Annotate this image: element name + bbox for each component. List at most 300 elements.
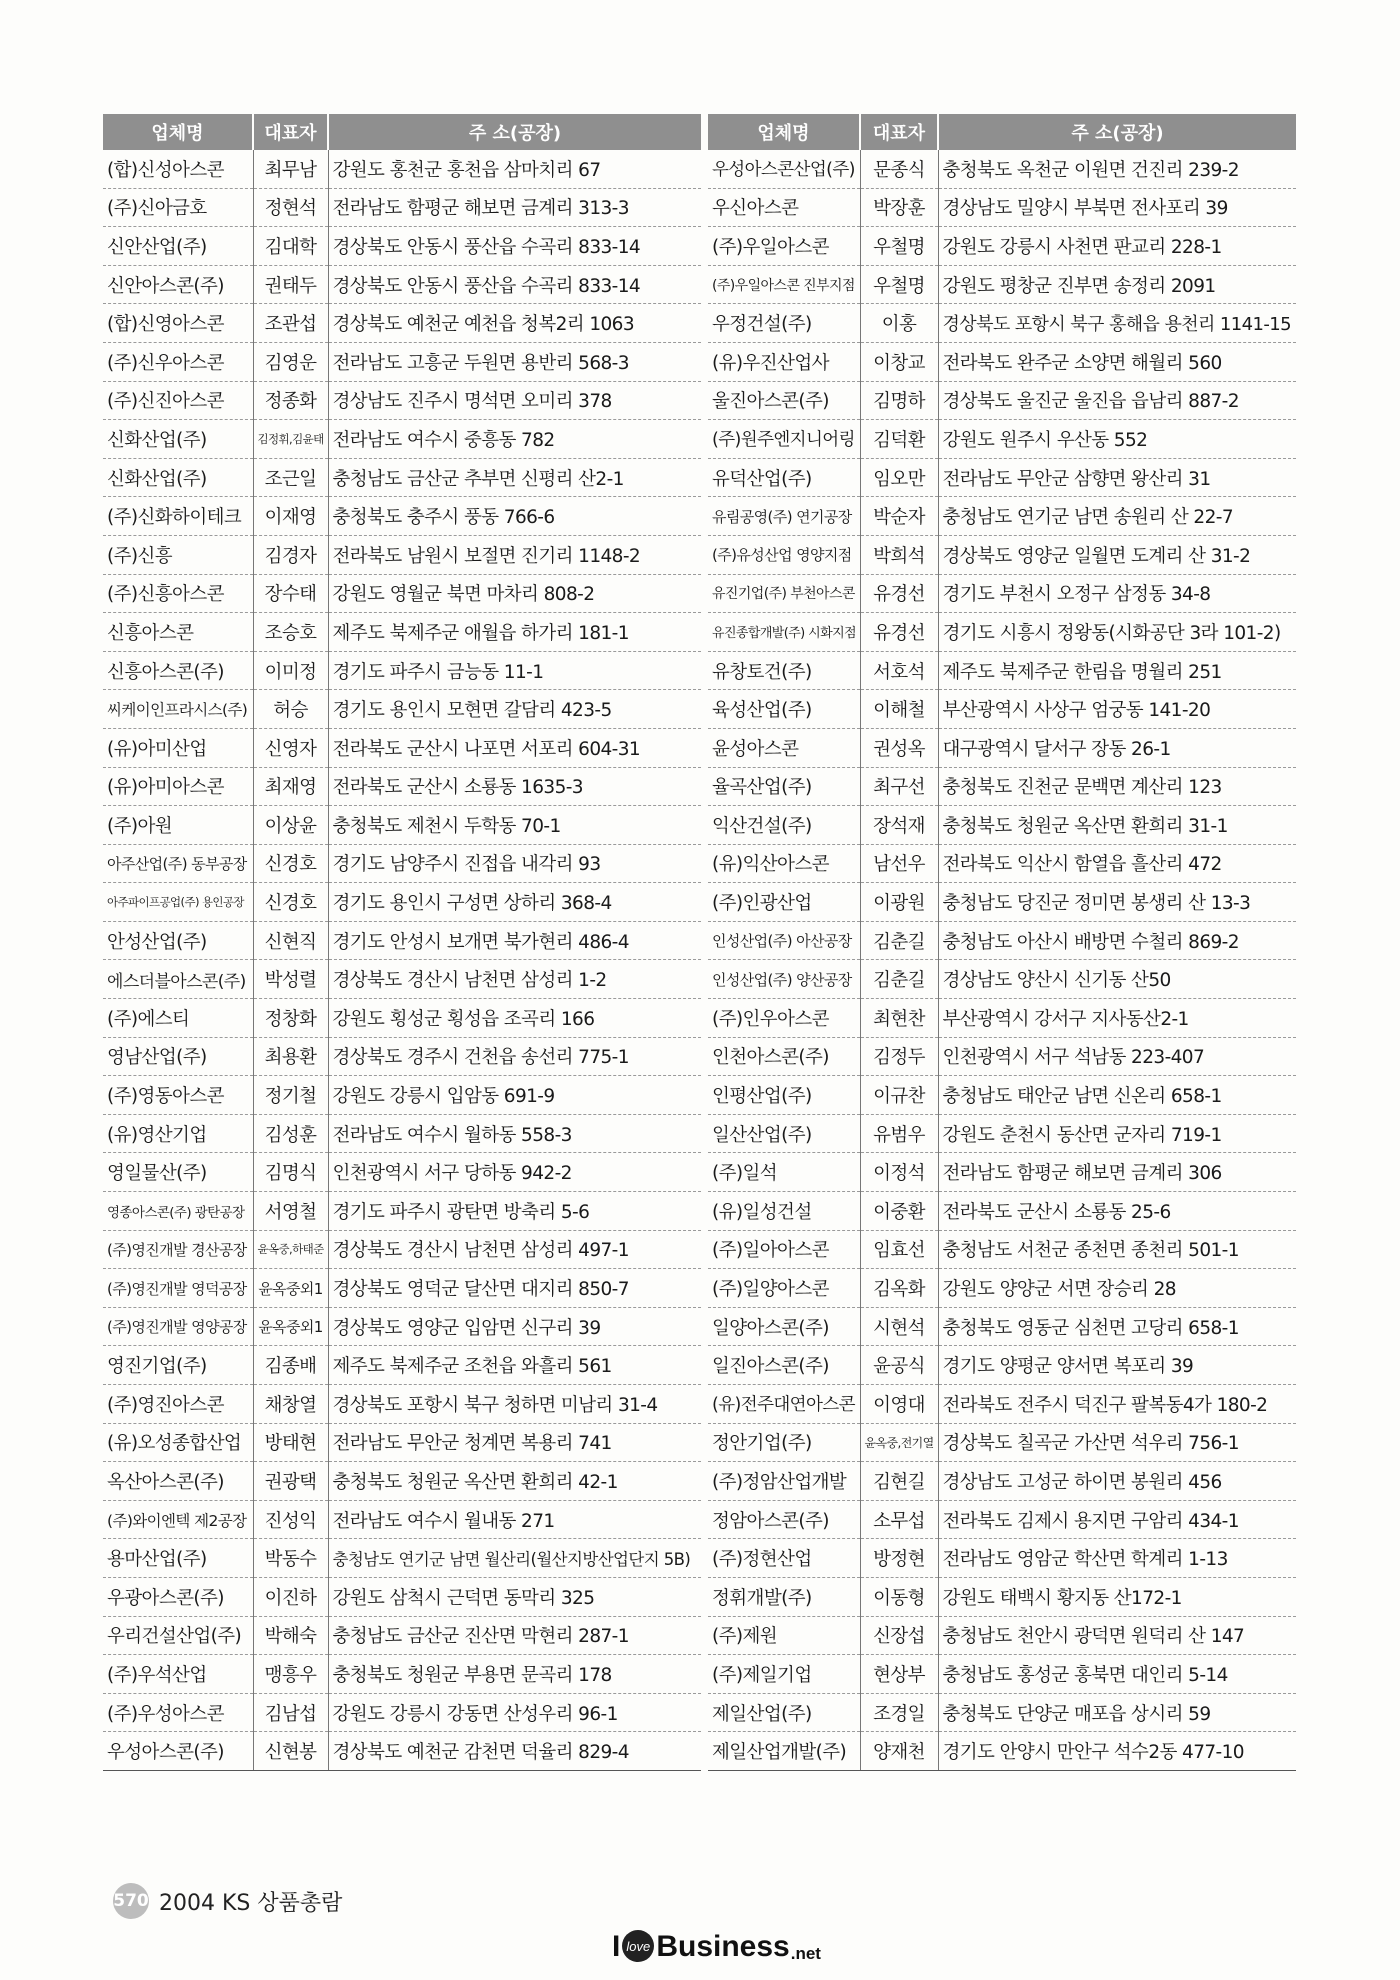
representative: 시현석 xyxy=(860,1307,938,1346)
table-row xyxy=(708,883,1296,922)
representative: 이재영 xyxy=(253,497,328,536)
table-row xyxy=(708,1577,1296,1616)
company-name: (주)정현산업 xyxy=(708,1539,860,1578)
company-name: 인성산업(주) 아산공장 xyxy=(708,921,860,960)
representative: 이동형 xyxy=(860,1577,938,1616)
address: 전라남도 함평군 해보면 금계리 313-3 xyxy=(328,188,701,227)
company-name: (유)우진산업사 xyxy=(708,342,860,381)
table-row xyxy=(708,497,1296,536)
company-name: 우성아스콘산업(주) xyxy=(708,150,860,188)
table-row xyxy=(708,844,1296,883)
table-row xyxy=(103,1616,701,1655)
representative: 권성옥 xyxy=(860,728,938,767)
representative: 조승호 xyxy=(253,613,328,652)
table-row xyxy=(103,1732,701,1771)
company-name: 유덕산업(주) xyxy=(708,458,860,497)
address: 경기도 안양시 만안구 석수2동 477-10 xyxy=(938,1732,1296,1771)
table-row xyxy=(708,1462,1296,1501)
address: 강원도 춘천시 동산면 군자리 719-1 xyxy=(938,1114,1296,1153)
table-row xyxy=(708,1230,1296,1269)
company-name: (주)우성아스콘 xyxy=(103,1693,253,1732)
table-row xyxy=(708,960,1296,999)
address: 경상북도 칠곡군 가산면 석우리 756-1 xyxy=(938,1423,1296,1462)
representative: 정현석 xyxy=(253,188,328,227)
table-row xyxy=(708,458,1296,497)
address: 제주도 북제주군 애월읍 하가리 181-1 xyxy=(328,613,701,652)
address: 경기도 부천시 오정구 삼정동 34-8 xyxy=(938,574,1296,613)
representative: 박희석 xyxy=(860,535,938,574)
table-row xyxy=(708,304,1296,343)
representative: 신현직 xyxy=(253,921,328,960)
representative: 이규찬 xyxy=(860,1076,938,1115)
representative: 권광택 xyxy=(253,1462,328,1501)
representative: 방정현 xyxy=(860,1539,938,1578)
representative: 최용환 xyxy=(253,1037,328,1076)
address: 충청북도 진천군 문백면 계산리 123 xyxy=(938,767,1296,806)
representative: 조경일 xyxy=(860,1693,938,1732)
address: 경상북도 안동시 풍산읍 수곡리 833-14 xyxy=(328,265,701,304)
company-name: 아주파이프공업(주) 용인공장 xyxy=(103,883,253,922)
company-name: (주)신우아스콘 xyxy=(103,342,253,381)
table-row xyxy=(103,1037,701,1076)
address: 전라북도 남원시 보절면 진기리 1148-2 xyxy=(328,535,701,574)
address: 전라북도 완주군 소양면 해월리 560 xyxy=(938,342,1296,381)
table-header xyxy=(103,114,701,150)
company-name: (주)영진개발 영덕공장 xyxy=(103,1269,253,1308)
table-row xyxy=(708,1732,1296,1771)
table-row xyxy=(708,150,1296,188)
table-row xyxy=(103,651,701,690)
address: 경상북도 안동시 풍산읍 수곡리 833-14 xyxy=(328,227,701,266)
address: 충청남도 천안시 광덕면 원덕리 산 147 xyxy=(938,1616,1296,1655)
representative: 채창열 xyxy=(253,1385,328,1424)
company-name: 신안아스콘(주) xyxy=(103,265,253,304)
company-name: (주)일양아스콘 xyxy=(708,1269,860,1308)
address: 제주도 북제주군 조천읍 와흘리 561 xyxy=(328,1346,701,1385)
table-row xyxy=(103,188,701,227)
representative: 이진하 xyxy=(253,1577,328,1616)
representative: 신장섭 xyxy=(860,1616,938,1655)
company-name: (주)유성산업 영양지점 xyxy=(708,535,860,574)
company-name: (주)에스티 xyxy=(103,999,253,1038)
table-row xyxy=(103,535,701,574)
representative: 박순자 xyxy=(860,497,938,536)
table-row xyxy=(708,188,1296,227)
address: 충청남도 당진군 정미면 봉생리 산 13-3 xyxy=(938,883,1296,922)
address: 경상북도 영덕군 달산면 대지리 850-7 xyxy=(328,1269,701,1308)
company-name: (주)영진개발 경산공장 xyxy=(103,1230,253,1269)
address: 강원도 홍천군 홍천읍 삼마치리 67 xyxy=(328,150,701,188)
address: 경상북도 포항시 북구 청하면 미남리 31-4 xyxy=(328,1385,701,1424)
representative: 정창화 xyxy=(253,999,328,1038)
address: 강원도 평창군 진부면 송정리 2091 xyxy=(938,265,1296,304)
table-row xyxy=(708,1500,1296,1539)
table-row xyxy=(103,690,701,729)
address: 경기도 안성시 보개면 북가현리 486-4 xyxy=(328,921,701,960)
table-row xyxy=(103,1577,701,1616)
table-row xyxy=(103,381,701,420)
table-row xyxy=(103,1153,701,1192)
company-name: (주)신화하이테크 xyxy=(103,497,253,536)
table-row xyxy=(103,1076,701,1115)
representative: 최현찬 xyxy=(860,999,938,1038)
company-name: 옥산아스콘(주) xyxy=(103,1462,253,1501)
company-name: 유림공영(주) 연기공장 xyxy=(708,497,860,536)
table-row xyxy=(708,574,1296,613)
representative: 김경자 xyxy=(253,535,328,574)
table-row xyxy=(708,1076,1296,1115)
table-body-left xyxy=(103,150,701,1770)
representative: 맹흥우 xyxy=(253,1655,328,1694)
representative: 조근일 xyxy=(253,458,328,497)
table-row xyxy=(708,921,1296,960)
address: 경상북도 영양군 입암면 신구리 39 xyxy=(328,1307,701,1346)
representative: 이영대 xyxy=(860,1385,938,1424)
address: 전라북도 익산시 함열읍 흘산리 472 xyxy=(938,844,1296,883)
table-row xyxy=(103,767,701,806)
address: 충청남도 금산군 추부면 신평리 산2-1 xyxy=(328,458,701,497)
table-row xyxy=(103,1693,701,1732)
address: 충청남도 연기군 남면 월산리(월산지방산업단지 5B) xyxy=(328,1539,701,1578)
table-row xyxy=(708,1693,1296,1732)
representative: 김종배 xyxy=(253,1346,328,1385)
company-name: 율곡산업(주) xyxy=(708,767,860,806)
table-row xyxy=(103,1230,701,1269)
address: 경상남도 밀양시 부북면 전사포리 39 xyxy=(938,188,1296,227)
address: 강원도 원주시 우산동 552 xyxy=(938,420,1296,459)
header-rep: 대표자 xyxy=(860,114,938,150)
address: 강원도 삼척시 근덕면 동막리 325 xyxy=(328,1577,701,1616)
company-name: (유)일성건설 xyxy=(708,1192,860,1231)
address: 강원도 강릉시 강동면 산성우리 96-1 xyxy=(328,1693,701,1732)
representative: 허승 xyxy=(253,690,328,729)
representative: 김정휘,김윤태 xyxy=(253,420,328,459)
table-row xyxy=(103,1423,701,1462)
representative: 신현봉 xyxy=(253,1732,328,1771)
address: 경상남도 고성군 하이면 봉원리 456 xyxy=(938,1462,1296,1501)
company-name: 영일물산(주) xyxy=(103,1153,253,1192)
representative: 이중환 xyxy=(860,1192,938,1231)
address: 경상북도 영양군 일월면 도계리 산 31-2 xyxy=(938,535,1296,574)
address: 전라북도 전주시 덕진구 팔복동4가 180-2 xyxy=(938,1385,1296,1424)
address: 경기도 양평군 양서면 복포리 39 xyxy=(938,1346,1296,1385)
company-name: 우정건설(주) xyxy=(708,304,860,343)
address: 전라북도 김제시 용지면 구암리 434-1 xyxy=(938,1500,1296,1539)
company-name: (주)신아금호 xyxy=(103,188,253,227)
company-name: (주)일석 xyxy=(708,1153,860,1192)
address: 경상남도 양산시 신기동 산50 xyxy=(938,960,1296,999)
representative: 양재천 xyxy=(860,1732,938,1771)
company-name: 우신아스콘 xyxy=(708,188,860,227)
address: 전라남도 무안군 청계면 복용리 741 xyxy=(328,1423,701,1462)
company-name: 제일산업(주) xyxy=(708,1693,860,1732)
company-name: 안성산업(주) xyxy=(103,921,253,960)
company-name: 아주산업(주) 동부공장 xyxy=(103,844,253,883)
company-name: 인성산업(주) 양산공장 xyxy=(708,960,860,999)
representative: 이창교 xyxy=(860,342,938,381)
representative: 현상부 xyxy=(860,1655,938,1694)
header-name: 업체명 xyxy=(708,114,860,150)
representative: 정종화 xyxy=(253,381,328,420)
company-name: 일산산업(주) xyxy=(708,1114,860,1153)
representative: 방태현 xyxy=(253,1423,328,1462)
representative: 김정두 xyxy=(860,1037,938,1076)
company-name: 인평산업(주) xyxy=(708,1076,860,1115)
address: 충청북도 청원군 옥산면 환희리 31-1 xyxy=(938,806,1296,845)
table-row xyxy=(103,844,701,883)
address: 제주도 북제주군 한림읍 명월리 251 xyxy=(938,651,1296,690)
company-name: (주)우석산업 xyxy=(103,1655,253,1694)
header-addr: 주 소(공장) xyxy=(328,114,701,150)
table-row xyxy=(103,960,701,999)
representative: 장수태 xyxy=(253,574,328,613)
company-name: 인천아스콘(주) xyxy=(708,1037,860,1076)
table-row xyxy=(103,265,701,304)
company-name: 정암아스콘(주) xyxy=(708,1500,860,1539)
table-row xyxy=(708,999,1296,1038)
company-name: 우성아스콘(주) xyxy=(103,1732,253,1771)
table-row xyxy=(103,1269,701,1308)
representative: 서영철 xyxy=(253,1192,328,1231)
table-row xyxy=(708,1153,1296,1192)
address: 전라남도 함평군 해보면 금계리 306 xyxy=(938,1153,1296,1192)
company-name: 육성산업(주) xyxy=(708,690,860,729)
representative: 박해숙 xyxy=(253,1616,328,1655)
address: 경상북도 포항시 북구 홍해읍 용천리 1141-15 xyxy=(938,304,1296,343)
company-name: (주)영진개발 영양공장 xyxy=(103,1307,253,1346)
company-name: 유창토건(주) xyxy=(708,651,860,690)
table-row xyxy=(708,381,1296,420)
representative: 신경호 xyxy=(253,844,328,883)
table-row xyxy=(103,420,701,459)
address: 경상남도 진주시 명석면 오미리 378 xyxy=(328,381,701,420)
company-name: (유)오성종합산업 xyxy=(103,1423,253,1462)
company-name: (유)익산아스콘 xyxy=(708,844,860,883)
company-name: (유)아미산업 xyxy=(103,728,253,767)
address: 강원도 영월군 북면 마차리 808-2 xyxy=(328,574,701,613)
table-row xyxy=(103,1655,701,1694)
table-row xyxy=(103,728,701,767)
company-name: 일진아스콘(주) xyxy=(708,1346,860,1385)
table-row xyxy=(708,1655,1296,1694)
address: 경상북도 예천군 감천면 덕율리 829-4 xyxy=(328,1732,701,1771)
table-header xyxy=(708,114,1296,150)
company-name: 정휘개발(주) xyxy=(708,1577,860,1616)
representative: 조관섭 xyxy=(253,304,328,343)
address: 충청남도 홍성군 홍북면 대인리 5-14 xyxy=(938,1655,1296,1694)
company-name: (합)신영아스콘 xyxy=(103,304,253,343)
representative: 서호석 xyxy=(860,651,938,690)
representative: 우철명 xyxy=(860,227,938,266)
address: 강원도 강릉시 사천면 판교리 228-1 xyxy=(938,227,1296,266)
address: 전라남도 무안군 삼향면 왕산리 31 xyxy=(938,458,1296,497)
company-name: (주)영동아스콘 xyxy=(103,1076,253,1115)
company-name: (주)우일아스콘 진부지점 xyxy=(708,265,860,304)
representative: 이정석 xyxy=(860,1153,938,1192)
company-name: 용마산업(주) xyxy=(103,1539,253,1578)
table-row xyxy=(708,613,1296,652)
representative: 유경선 xyxy=(860,613,938,652)
address: 전라북도 군산시 소룡동 1635-3 xyxy=(328,767,701,806)
address: 부산광역시 사상구 엄궁동 141-20 xyxy=(938,690,1296,729)
address: 경상북도 예천군 예천읍 청복2리 1063 xyxy=(328,304,701,343)
address: 전라남도 여수시 월하동 558-3 xyxy=(328,1114,701,1153)
table-row xyxy=(103,574,701,613)
company-name: 영남산업(주) xyxy=(103,1037,253,1076)
representative: 소무섭 xyxy=(860,1500,938,1539)
company-name: 영진기업(주) xyxy=(103,1346,253,1385)
left-column xyxy=(103,114,701,1771)
heart-icon: love xyxy=(622,1930,654,1962)
table-row xyxy=(103,342,701,381)
representative: 최구선 xyxy=(860,767,938,806)
table-row xyxy=(708,728,1296,767)
table-row xyxy=(708,420,1296,459)
page-number: 570 xyxy=(113,1883,149,1919)
company-name: 영종아스콘(주) 광탄공장 xyxy=(103,1192,253,1231)
company-name: 신화산업(주) xyxy=(103,458,253,497)
table-row xyxy=(103,497,701,536)
table-row xyxy=(708,265,1296,304)
address: 충청북도 충주시 풍동 766-6 xyxy=(328,497,701,536)
address: 경상북도 경산시 남천면 삼성리 1-2 xyxy=(328,960,701,999)
company-table-left xyxy=(103,114,701,1771)
company-name: 신흥아스콘(주) xyxy=(103,651,253,690)
address: 경기도 용인시 구성면 상하리 368-4 xyxy=(328,883,701,922)
table-row xyxy=(708,342,1296,381)
address: 강원도 양양군 서면 장승리 28 xyxy=(938,1269,1296,1308)
address: 강원도 태백시 황지동 산172-1 xyxy=(938,1577,1296,1616)
representative: 장석재 xyxy=(860,806,938,845)
table-row xyxy=(103,613,701,652)
logo-net: .net xyxy=(790,1944,821,1963)
representative: 김현길 xyxy=(860,1462,938,1501)
company-name: (주)정암산업개발 xyxy=(708,1462,860,1501)
page-footer xyxy=(113,1883,342,1919)
company-name: (주)아원 xyxy=(103,806,253,845)
table-row xyxy=(103,304,701,343)
company-name: (주)신진아스콘 xyxy=(103,381,253,420)
address: 인천광역시 서구 석남동 223-407 xyxy=(938,1037,1296,1076)
representative: 김옥화 xyxy=(860,1269,938,1308)
company-name: 익산건설(주) xyxy=(708,806,860,845)
table-row xyxy=(103,921,701,960)
address: 강원도 횡성군 횡성읍 조곡리 166 xyxy=(328,999,701,1038)
representative: 윤옥중외1 xyxy=(253,1269,328,1308)
table-row xyxy=(708,690,1296,729)
representative: 이홍 xyxy=(860,304,938,343)
address: 전라남도 영암군 학산면 학계리 1-13 xyxy=(938,1539,1296,1578)
address: 충청북도 청원군 옥산면 환희리 42-1 xyxy=(328,1462,701,1501)
representative: 유경선 xyxy=(860,574,938,613)
representative: 임오만 xyxy=(860,458,938,497)
address: 경기도 시흥시 정왕동(시화공단 3라 101-2) xyxy=(938,613,1296,652)
table-row xyxy=(708,1346,1296,1385)
address: 전라남도 여수시 월내동 271 xyxy=(328,1500,701,1539)
representative: 김대학 xyxy=(253,227,328,266)
address: 충청북도 옥천군 이원면 건진리 239-2 xyxy=(938,150,1296,188)
table-row xyxy=(708,1192,1296,1231)
table-row xyxy=(103,1539,701,1578)
address: 부산광역시 강서구 지사동산2-1 xyxy=(938,999,1296,1038)
company-name: 울진아스콘(주) xyxy=(708,381,860,420)
representative: 이광원 xyxy=(860,883,938,922)
address: 충청남도 서천군 종천면 종천리 501-1 xyxy=(938,1230,1296,1269)
address: 대구광역시 달서구 장동 26-1 xyxy=(938,728,1296,767)
table-row xyxy=(103,227,701,266)
company-name: (주)원주엔지니어링 xyxy=(708,420,860,459)
company-name: (주)인광산업 xyxy=(708,883,860,922)
representative: 이해철 xyxy=(860,690,938,729)
address: 강원도 강릉시 입암동 691-9 xyxy=(328,1076,701,1115)
address: 충청북도 영동군 심천면 고당리 658-1 xyxy=(938,1307,1296,1346)
table-row xyxy=(708,1423,1296,1462)
table-row xyxy=(103,1192,701,1231)
company-name: (주)인우아스콘 xyxy=(708,999,860,1038)
representative: 정기철 xyxy=(253,1076,328,1115)
company-name: 제일산업개발(주) xyxy=(708,1732,860,1771)
representative: 박동수 xyxy=(253,1539,328,1578)
representative: 김춘길 xyxy=(860,960,938,999)
representative: 김성훈 xyxy=(253,1114,328,1153)
table-row xyxy=(708,767,1296,806)
representative: 박장훈 xyxy=(860,188,938,227)
table-row xyxy=(103,883,701,922)
address: 충청남도 금산군 진산면 막현리 287-1 xyxy=(328,1616,701,1655)
header-rep: 대표자 xyxy=(253,114,328,150)
table-row xyxy=(103,1462,701,1501)
company-name: 에스더블아스콘(주) xyxy=(103,960,253,999)
company-name: 씨케이인프라시스(주) xyxy=(103,690,253,729)
company-name: (유)전주대연아스콘 xyxy=(708,1385,860,1424)
company-name: 일양아스콘(주) xyxy=(708,1307,860,1346)
representative: 김영운 xyxy=(253,342,328,381)
table-row xyxy=(708,535,1296,574)
address: 경기도 용인시 모현면 갈담리 423-5 xyxy=(328,690,701,729)
table-body-right xyxy=(708,150,1296,1770)
site-logo xyxy=(612,1930,821,1964)
representative: 김춘길 xyxy=(860,921,938,960)
representative: 김덕환 xyxy=(860,420,938,459)
right-column xyxy=(708,114,1296,1771)
company-name: 윤성아스콘 xyxy=(708,728,860,767)
address: 경기도 파주시 광탄면 방축리 5-6 xyxy=(328,1192,701,1231)
company-name: (주)우일아스콘 xyxy=(708,227,860,266)
company-name: (주)일아아스콘 xyxy=(708,1230,860,1269)
logo-i: I xyxy=(612,1930,621,1963)
table-row xyxy=(708,227,1296,266)
company-name: 우광아스콘(주) xyxy=(103,1577,253,1616)
company-name: (주)제일기업 xyxy=(708,1655,860,1694)
table-row xyxy=(708,1269,1296,1308)
representative: 진성익 xyxy=(253,1500,328,1539)
representative: 박성렬 xyxy=(253,960,328,999)
representative: 최무남 xyxy=(253,150,328,188)
publication-title: 2004 KS 상품총람 xyxy=(159,1890,343,1916)
representative: 이상윤 xyxy=(253,806,328,845)
representative: 임효선 xyxy=(860,1230,938,1269)
company-name: 신화산업(주) xyxy=(103,420,253,459)
representative: 윤공식 xyxy=(860,1346,938,1385)
representative: 신영자 xyxy=(253,728,328,767)
company-name: 정안기업(주) xyxy=(708,1423,860,1462)
address: 인천광역시 서구 당하동 942-2 xyxy=(328,1153,701,1192)
address: 경상북도 울진군 울진읍 읍남리 887-2 xyxy=(938,381,1296,420)
company-table-right xyxy=(708,114,1296,1771)
company-name: 유진기업(주) 부천아스콘 xyxy=(708,574,860,613)
address: 경상북도 경주시 건천읍 송선리 775-1 xyxy=(328,1037,701,1076)
company-name: (주)와이엔텍 제2공장 xyxy=(103,1500,253,1539)
